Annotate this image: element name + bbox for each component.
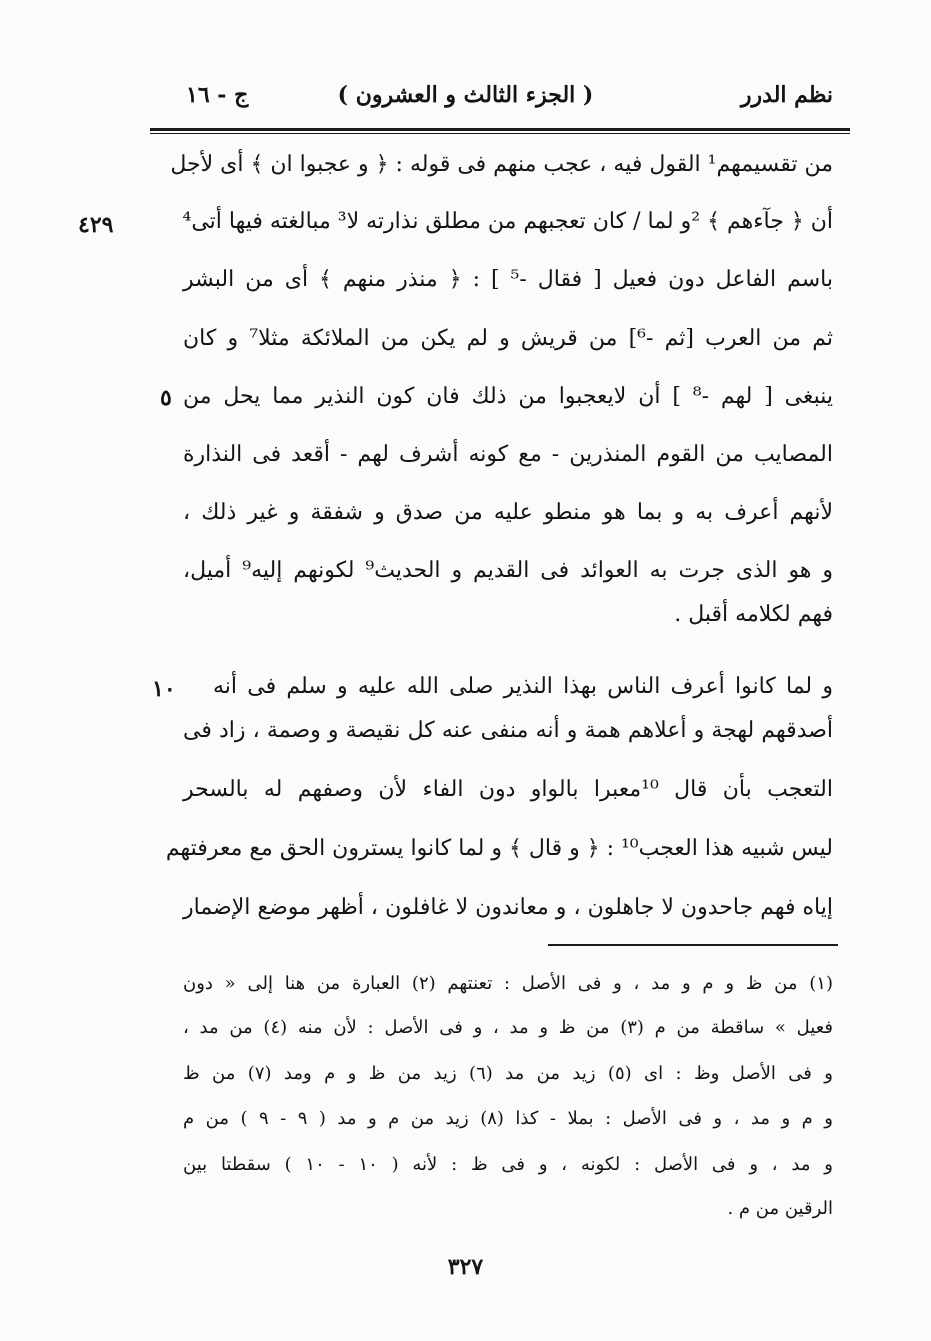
body-line: أن ﴿ جآءهم ﴾ ²و لما / كان تعجبهم من مطلق نذارته لا³ مبالغته فيها أتى⁴ xyxy=(182,209,833,234)
footnote-line: (١) من ظ و م و مد ، و فى الأصل : تعنتهم (٢) العبارة من هنا إلى « دون xyxy=(183,973,833,994)
body-line: ثم من العرب [ثم -⁶] من قريش و لم يكن من الملائكة مثلا⁷ و كان xyxy=(183,326,834,351)
body-line: أصدقهم لهجة و أعلاهم همة و أنه منفى عنه كل نقيصة و وصمة ، زاد فى xyxy=(183,718,833,743)
header-rule-thin xyxy=(150,133,850,134)
footnote-separator xyxy=(548,944,838,946)
body-line: و هو الذى جرت به العوائد فى القديم و الحديث⁹ لكونهم إليه⁹ أميل، xyxy=(183,558,833,583)
footnote-line: الرقين من م . xyxy=(727,1198,833,1219)
line-number-10: ١٠ xyxy=(152,676,176,702)
body-line: باسم الفاعل دون فعيل [ فقال -⁵ ] : ﴿ منذر منهم ﴾ أى من البشر xyxy=(183,267,833,292)
section-title: ( الجزء الثالث و العشرون ) xyxy=(337,82,594,108)
body-line: ليس شبيه هذا العجب¹⁰ : ﴿ و قال ﴾ و لما كانوا يسترون الحق مع معرفتهم xyxy=(165,836,833,861)
body-line: من تقسيمهم¹ القول فيه ، عجب منهم فى قوله : ﴿ و عجبوا ان ﴾ أى لأجل xyxy=(170,152,833,177)
body-line: إياه فهم جاحدون لا جاهلون ، و معاندون لا غافلون ، أظهر موضع الإضمار xyxy=(183,895,833,920)
margin-reference-number: ٤٢٩ xyxy=(78,212,114,238)
header-rule-thick xyxy=(150,128,850,131)
footnote-line: فعيل » ساقطة من م (٣) من ظ و مد ، و فى الأصل : لأن منه (٤) من مد ، xyxy=(183,1017,833,1038)
body-line: المصايب من القوم المنذرين - مع كونه أشرف لهم - أقعد فى النذارة xyxy=(183,442,833,467)
body-line: ينبغى [ لهم -⁸ ] أن لايعجبوا من ذلك فان كون النذير مما يحل من xyxy=(183,384,833,409)
page-number: ٣٢٧ xyxy=(447,1254,484,1280)
running-title: نظم الدرر xyxy=(740,82,833,108)
footnote-line: و مد ، و فى الأصل : لكونه ، و فى ظ : لأنه ( ١٠ - ١٠ ) سقطتا بين xyxy=(183,1154,833,1175)
footnote-line: و م و مد ، و فى الأصل : بملا - كذا (٨) زيد من م و مد ( ٩ - ٩ ) من م xyxy=(183,1108,833,1129)
body-line-paragraph-start: و لما كانوا أعرف الناس بهذا النذير صلى الله عليه و سلم فى أنه xyxy=(213,674,833,699)
body-line: لأنهم أعرف به و بما هو منطو عليه من صدق و شفقة و غير ذلك ، xyxy=(183,500,833,525)
body-line-paragraph-end: فهم لكلامه أقبل . xyxy=(674,602,833,627)
volume-reference: ج - ١٦ xyxy=(186,82,249,108)
footnote-line: و فى الأصل وظ : اى (٥) زيد من مد (٦) زيد من ظ و م ومد (٧) من ظ xyxy=(183,1063,833,1084)
line-number-5: ٥ xyxy=(160,385,172,411)
body-line: التعجب بأن قال ¹⁰معبرا بالواو دون الفاء لأن وصفهم له بالسحر xyxy=(183,777,833,802)
